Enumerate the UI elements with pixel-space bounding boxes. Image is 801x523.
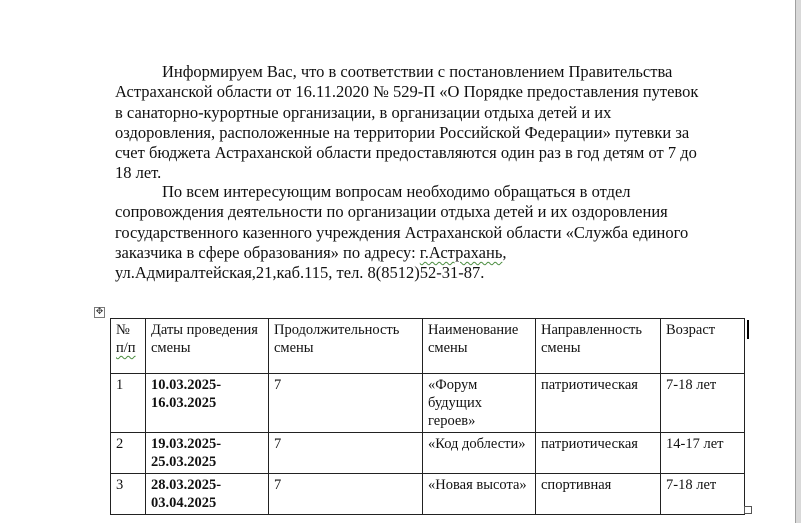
header-duration: Продолжительность смены: [269, 319, 423, 374]
cell-name: «Новая высота»: [423, 474, 536, 515]
header-name: Наименование смены: [423, 319, 536, 374]
header-age: Возраст: [661, 319, 745, 374]
header-num: № п/п: [111, 319, 146, 374]
table-header-row: [111, 319, 745, 374]
header-dates: Даты проведения смены: [146, 319, 269, 374]
paragraph-contacts-line-1: По всем интересующим вопросам необходимо обращаться в отдел: [162, 182, 631, 201]
table-resize-handle[interactable]: [744, 506, 752, 514]
paragraph-contacts-line-5: ул.Адмиралтейская,21,каб.115, тел. 8(8512)52-31-87.: [115, 263, 485, 283]
paragraph-info-line-2: Астраханской области от 16.11.2020 № 529-П «О Порядке предоставления путевок: [115, 82, 699, 102]
cell-age: 7-18 лет: [661, 474, 745, 515]
cell-num: 2: [111, 433, 146, 474]
table-row: [111, 474, 745, 515]
table-move-handle-icon[interactable]: ✥: [95, 307, 104, 317]
cell-age: 7-18 лет: [661, 374, 745, 433]
paragraph-info-line-6: 18 лет.: [115, 163, 162, 183]
paragraph-info-line-1: Информируем Вас, что в соответствии с постановлением Правительства: [162, 62, 673, 81]
cell-duration: 7: [269, 433, 423, 474]
cell-duration: 7: [269, 474, 423, 515]
header-direction: Направленность смены: [536, 319, 661, 374]
paragraph-contacts-line-2: сопровождения деятельности по организации отдыха детей и их оздоровления: [115, 202, 668, 222]
paragraph-contacts-line-4: заказчика в сфере образования» по адресу: г.Астрахань,: [115, 242, 507, 262]
table-row: [111, 374, 745, 433]
paragraph-contacts-line-3: государственного казенного учреждения Астраханской области «Служба единого: [115, 222, 689, 242]
cell-direction: спортивная: [536, 474, 661, 515]
cell-dates: 10.03.2025-16.03.2025: [146, 374, 269, 433]
cell-dates: 28.03.2025-03.04.2025: [146, 474, 269, 515]
cell-direction: патриотическая: [536, 433, 661, 474]
paragraph-info-line-3: в санаторно-курортные организации, в организации отдыха детей и их: [115, 102, 612, 122]
table-row: [111, 433, 745, 474]
window-right-edge: [795, 0, 801, 523]
cell-duration: 7: [269, 374, 423, 433]
cell-name: «Форум будущих героев»: [423, 374, 536, 433]
paragraph-info: [115, 62, 755, 184]
cell-age: 14-17 лет: [661, 433, 745, 474]
paragraph-info-line-5: счет бюджета Астраханской области предоставляются один раз в год детям от 7 до: [115, 143, 697, 163]
cell-num: 3: [111, 474, 146, 515]
text-cursor: [747, 320, 749, 339]
paragraph-contacts: [115, 182, 755, 283]
cell-num: 1: [111, 374, 146, 433]
cell-name: «Код доблести»: [423, 433, 536, 474]
cell-direction: патриотическая: [536, 374, 661, 433]
paragraph-info-line-4: оздоровления, расположенные на территории Российской Федерации» путевки за: [115, 122, 690, 142]
spellcheck-flagged-word[interactable]: г.Астрахань: [419, 242, 503, 262]
schedule-table: [110, 318, 745, 515]
cell-dates: 19.03.2025-25.03.2025: [146, 433, 269, 474]
